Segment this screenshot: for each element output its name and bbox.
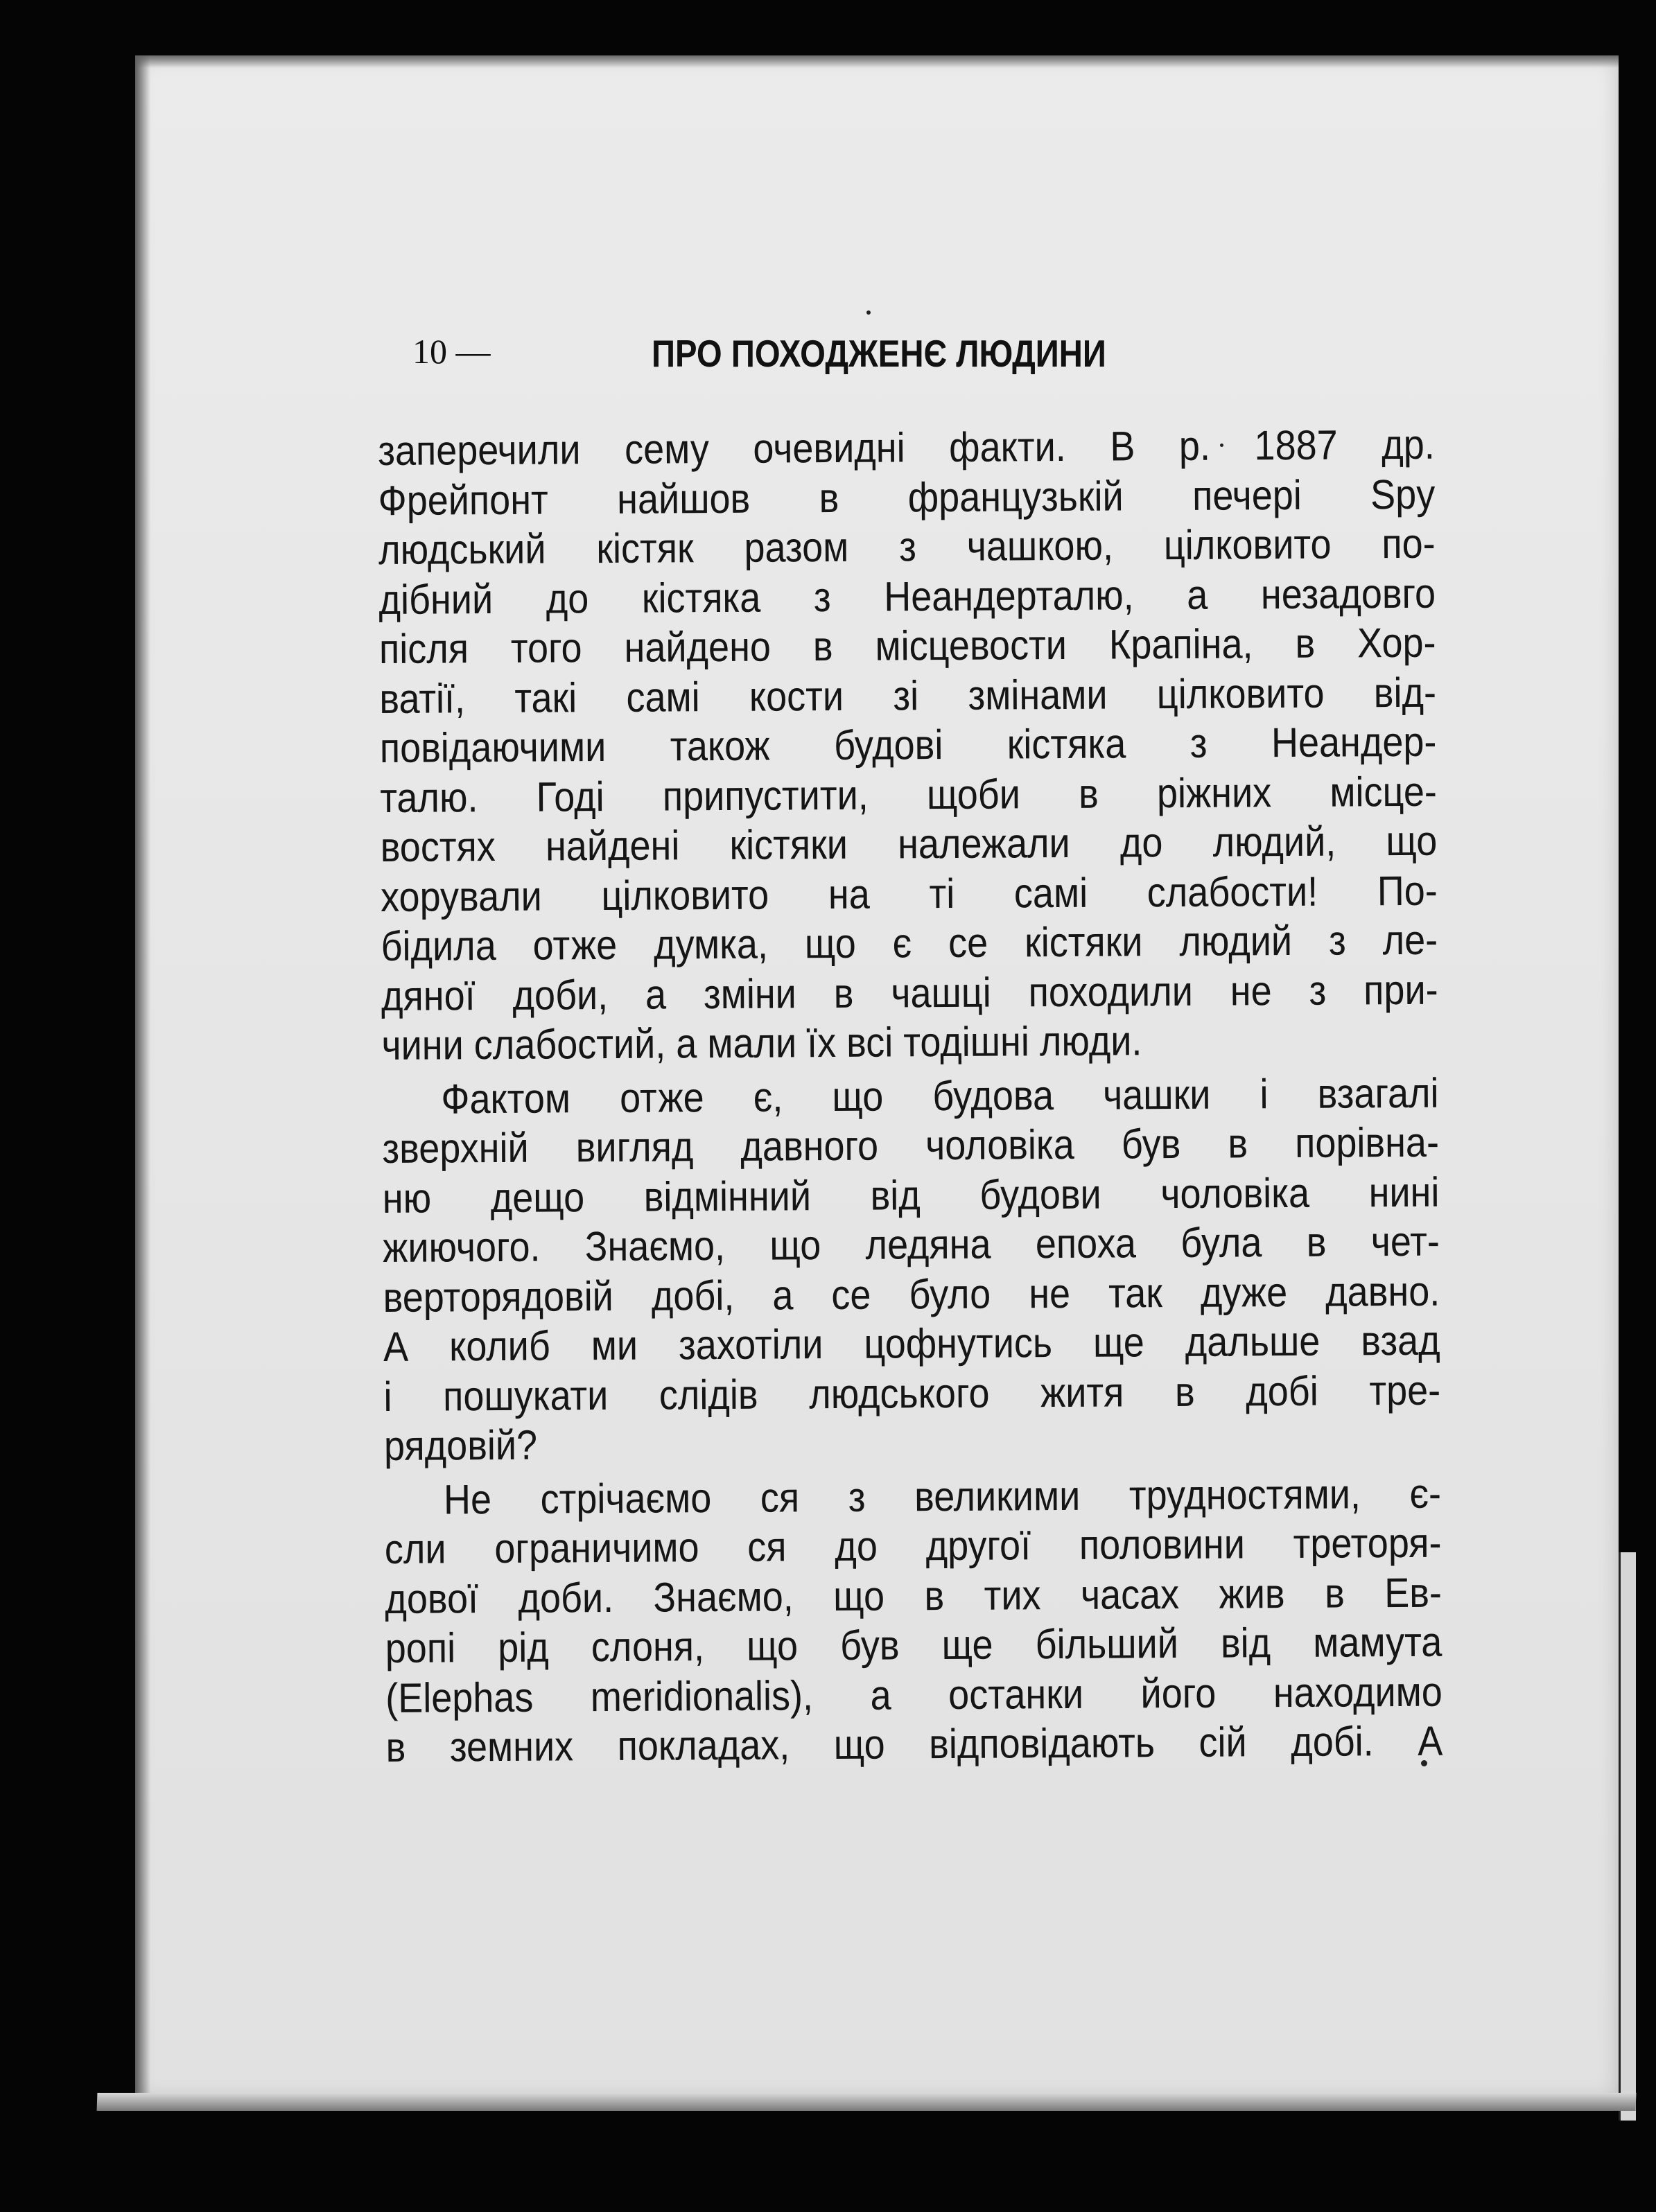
text-line: після того найдено в місцевости Крапіна, в Хор-	[378, 619, 1436, 672]
text-line: заперечили сему очевидні факти. В р. 1887 др.	[378, 421, 1435, 474]
text-line: в земних покладах, що відповідають сій добі. А	[385, 1717, 1443, 1771]
text-line: Фрейпонт найшов в французькій печері Spy	[378, 471, 1436, 524]
text-line: ню дещо відмінний від будови чоловіка нині	[382, 1168, 1440, 1222]
text-line: і пошукати слідів людського житя в добі тре-	[383, 1367, 1441, 1420]
running-title: ПРО ПОХОДЖЕНЄ ЛЮДИНИ	[652, 332, 1106, 375]
page-bottom-edge	[97, 2093, 1637, 2111]
page-header	[412, 326, 1217, 388]
dust-speck	[866, 310, 871, 315]
page-left-shadow	[135, 55, 150, 2100]
text-line: А колиб ми захотіли цофнутись ще дальше взад	[383, 1317, 1440, 1370]
text-line: чини слабостий, а мали їх всі тодішні люди.	[381, 1017, 1142, 1069]
text-line: (Elephas meridionalis), а останки його находимо	[385, 1668, 1443, 1721]
text-line: дяної доби, а зміни в чашці походили не з при-	[381, 966, 1438, 1019]
text-line: рядовій?	[383, 1421, 538, 1469]
text-line: талю. Годі припустити, щоби в ріжних місце-	[380, 768, 1438, 821]
text-line: ватії, такі самі кости зі змінами цілковито від-	[379, 669, 1437, 722]
text-line: Фактом отже є, що будова чашки і взагалі	[441, 1069, 1439, 1122]
next-page-edge	[1619, 1552, 1636, 2121]
text-line: востях найдені кістяки належали до людий, що	[380, 817, 1438, 870]
text-line: бідила отже думка, що є се кістяки людий з ле-	[381, 916, 1438, 969]
text-line: верторядовій добі, а се було не так дуже давно.	[383, 1267, 1440, 1321]
text-line: жиючого. Знаємо, що ледяна епоха була в чет-	[383, 1218, 1440, 1271]
text-line: Не стрічаємо ся з великими трудностями, є-	[443, 1470, 1442, 1522]
page-top-shadow	[135, 55, 1619, 68]
text-line: дібний до кістяка з Неандерталю, а незадовго	[378, 570, 1436, 623]
body-text	[378, 420, 1443, 1773]
paragraph-3	[384, 1468, 1443, 1772]
text-line: повідаючими також будові кістяка з Неандер-	[379, 718, 1437, 771]
paragraph-1	[378, 420, 1439, 1071]
text-line: людський кістяк разом з чашкою, цілковито по-	[378, 520, 1436, 573]
text-line: дової доби. Знаємо, що в тих часах жив в Ев-	[385, 1569, 1443, 1622]
text-line: хорували цілковито на ті самі слабости! По-	[380, 867, 1438, 920]
text-line: зверхній вигляд давного чоловіка був в порівна-	[382, 1118, 1440, 1172]
text-line: сли ограничимо ся до другої половини треторя-	[384, 1519, 1442, 1572]
paragraph-2	[382, 1068, 1441, 1471]
text-line: ропі рід слоня, що був ще більший від мамута	[385, 1618, 1443, 1671]
page-number: 10 —	[412, 332, 491, 371]
